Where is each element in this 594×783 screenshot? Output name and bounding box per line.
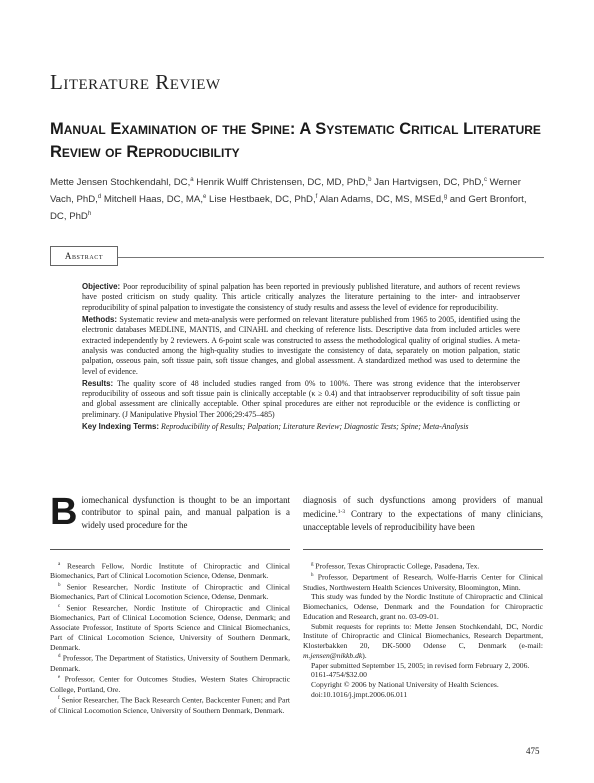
footnote-marker: h (311, 573, 314, 579)
footnote-text: Professor, Center for Outcomes Studies, Western States Chiropractic College, Portland, Ore. (50, 674, 290, 694)
abstract-results (82, 379, 520, 421)
body-left-text: iomechanical dysfunction is thought to be an important contributor to spinal pain, and manual palpation is a widely used procedure for the (81, 495, 290, 530)
abstract-divider (50, 257, 544, 258)
footnotes-left (50, 560, 290, 715)
body-right-text-a: diagnosis of such dysfunctions among providers of manual medicine. (303, 495, 543, 520)
methods-text: Systematic review and meta-analysis were performed on relevant literature published from 1965 to 2005, identified using the electronic databases MEDLINE, MANTIS, and CINAHL and checking of reference lists. Descriptive data from included articles were extracted independently by 2 reviewers. A 6-point scale was constructed to assess the methodological quality of original studies. A meta-analysis was conducted among the high-quality studies to investigate the consistency of data, separately on motion palpation, static palpation, osseous pain, soft tissue pain, soft tissue changes, and global assessment. A standardized method was used to determine the level of evidence. (82, 314, 520, 376)
body-right-text-b: Contrary to the expectations of many clinicians, unacceptable levels of reproducibility have been (303, 509, 543, 532)
abstract-body (82, 282, 520, 434)
footnote-marker: g (311, 562, 314, 567)
footnote-divider-right (303, 549, 543, 550)
reprint-email: m.jensen@nikkb.dk (303, 650, 363, 660)
footnote-item (50, 694, 290, 715)
footnote-item (50, 673, 290, 694)
footnote-marker: d (58, 654, 61, 660)
affiliation-marker: a (190, 177, 194, 183)
abstract-tab-label: Abstract (50, 246, 118, 266)
doi-note: doi:10.1016/j.jmpt.2006.06.011 (311, 689, 408, 699)
reprint-text: Submit requests for reprints to: Mette Jensen Stochkendahl, DC, Nordic Institute of Chiropractic and Clinical Biomechanics, Research Department, Klosterbakken 20, DK-5000 Odense C, Denmark (e-mail: (303, 621, 543, 651)
results-label: Results: (82, 378, 114, 388)
footnote-marker: a (58, 562, 61, 567)
drop-cap: B (50, 491, 78, 533)
affiliation-marker: d (97, 194, 102, 201)
affiliation-marker: c (483, 177, 487, 183)
keywords-text: Reproducibility of Results; Palpation; Literature Review; Diagnostic Tests; Spine; Meta-Analysis (159, 421, 469, 431)
affiliation-marker: e (203, 194, 207, 201)
abstract-methods (82, 315, 520, 377)
methods-label: Methods: (82, 314, 118, 324)
objective-label: Objective: (82, 282, 121, 291)
body-column-left (50, 491, 290, 533)
footnote-g (303, 560, 543, 571)
footnotes-right (303, 560, 543, 700)
footnote-item (50, 581, 290, 602)
affiliation-marker: f (315, 194, 318, 201)
author-name: Lise Hestbaek, DC, PhD, (206, 194, 316, 206)
submission-note: Paper submitted September 15, 2005; in revised form February 2, 2006. (311, 660, 530, 670)
footnote-text: Professor, Texas Chiropractic College, Pasadena, Tex. (313, 561, 480, 571)
footnote-marker: b (58, 583, 61, 589)
author-name: Werner Vach, PhD, (50, 177, 521, 206)
author-name: Mette Jensen Stochkendahl, DC, (50, 177, 191, 189)
footnote-text: Senior Researcher, Nordic Institute of Chiropractic and Clinical Biomechanics, Part of Clinical Locomotion Science, Odense, Denmark; and Associate Professor, Institute of Sports Science and Clinical Biomechanics, Part of Clinical Locomotion Science, University of Southern Denmark, Denmark. (50, 603, 290, 652)
issn-note: 0161-4754/$32.00 (311, 670, 367, 680)
funding-note: This study was funded by the Nordic Institute of Chiropractic and Clinical Biomechanics, Odense, Denmark and the Foundation for Chiropractic Education and Research, grant no. 03-09-01. (303, 592, 543, 621)
results-text: The quality score of 48 included studies ranged from 0% to 100%. There was strong evidence that the interobserver reproducibility of osseous and soft tissue pain is clinically acceptable (κ ≥ 0.4) and that intraobserver reproducibility of soft tissue pain and global assessment are clinically acceptable. Other spinal procedures are either not reproducible or the evidence is conflicting or preliminary. (J Manipulative Physiol Ther 2006;29:475–485) (82, 378, 520, 419)
author-name: Alan Adams, DC, MS, MSEd, (317, 194, 444, 206)
footnote-text: Research Fellow, Nordic Institute of Chiropractic and Clinical Biomechanics, Part of Clinical Locomotion Science, Odense, Denmark. (50, 561, 290, 581)
article-title: Manual Examination of the Spine: A Systematic Critical Literature Review of Reproducibility (50, 120, 541, 161)
affiliation-marker: g (443, 194, 448, 201)
objective-text: Poor reproducibility of spinal palpation has been reported in previously published literature, and authors of recent reviews have posted criticism on study quality. This article critically analyzes the literature pertaining to the inter- and intraobserver reproducibility of spinal palpation to investigate the consistency of study results and assess the level of evidence for reproducibility. (82, 282, 520, 312)
citation-ref: 1-3 (337, 509, 346, 516)
section-label: Literature Review (50, 70, 221, 94)
footnote-divider-left (50, 549, 290, 550)
reprint-end: ). (362, 650, 367, 660)
author-list (50, 173, 545, 225)
footnote-item (50, 652, 290, 673)
footnote-marker: f (58, 696, 60, 702)
affiliation-marker: b (368, 177, 372, 183)
author-name: Henrik Wulff Christensen, DC, MD, PhD, (193, 177, 369, 189)
footnote-text: Professor, The Department of Statistics, University of Southern Denmark, Denmark. (50, 653, 290, 673)
footnote-text: Senior Researcher, Nordic Institute of Chiropractic and Clinical Biomechanics, Part of Clinical Locomotion Science, Odense, Denmark. (50, 582, 290, 602)
footnote-item (50, 602, 290, 652)
footnote-marker: c (58, 604, 61, 610)
affiliation-marker: h (87, 211, 92, 218)
reprint-note (303, 622, 543, 661)
footnote-marker: e (58, 675, 61, 681)
copyright-note: Copyright © 2006 by National University of Health Sciences. (311, 680, 499, 690)
footnote-text: Professor, Department of Research, Wolfe-Harris Center for Clinical Studies, Northwestern Health Sciences University, Bloomington, Minn. (303, 572, 543, 592)
abstract-objective (82, 282, 520, 313)
author-name: and Gert Bronfort, DC, PhD (50, 194, 527, 223)
keywords-label: Key Indexing Terms: (82, 421, 160, 431)
footnote-text: Senior Researcher, The Back Research Center, Backcenter Funen; and Part of Clinical Locomotion Science, University of Southern Denmark, Denmark. (50, 695, 290, 715)
page-number: 475 (526, 746, 540, 756)
author-name: Mitchell Haas, DC, MA, (101, 194, 203, 206)
footnote-h (303, 571, 543, 592)
body-column-right (303, 494, 543, 533)
abstract-keywords (82, 422, 520, 432)
footnote-item (50, 560, 290, 581)
author-name: Jan Hartvigsen, DC, PhD, (371, 177, 484, 189)
